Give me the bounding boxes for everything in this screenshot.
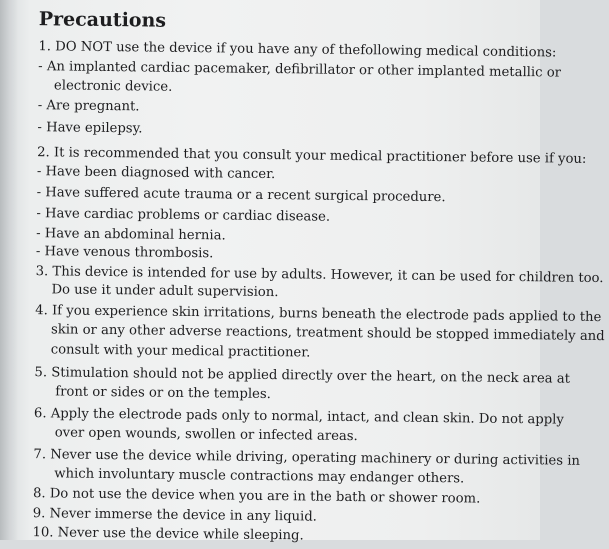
- text-line: consult with your medical practitioner.: [50, 342, 311, 361]
- left-paper-edge: [0, 0, 18, 540]
- text-line: - Have an abdominal hernia.: [36, 226, 226, 244]
- text-line: - Are pregnant.: [37, 98, 140, 115]
- precautions-sheet: [19, 2, 605, 546]
- text-line: 6. Apply the electrode pads only to normal, intact, and clean skin. Do not apply: [33, 406, 564, 428]
- text-line: - An implanted cardiac pacemaker, defibrillator or other implanted metallic or: [38, 59, 562, 81]
- text-line: 3. This device is intended for use by adults. However, it can be used for children too.: [35, 264, 604, 287]
- text-line: electronic device.: [53, 78, 173, 95]
- text-line: - Have cardiac problems or cardiac disease.: [36, 206, 331, 225]
- text-line: - Have been diagnosed with cancer.: [36, 164, 276, 183]
- text-line: skin or any other adverse reactions, treatment should be stopped immediately and: [50, 322, 605, 345]
- text-line: - Have venous thrombosis.: [35, 244, 214, 262]
- text-line: 2. It is recommended that you consult your medical practitioner before use if you:: [37, 145, 587, 167]
- text-line: - Have suffered acute trauma or a recent surgical procedure.: [36, 185, 446, 206]
- text-line: 5. Stimulation should not be applied directly over the heart, on the neck area at: [34, 365, 571, 387]
- text-line: which involuntary muscle contractions may endanger others.: [54, 466, 465, 487]
- text-line: 9. Never immerse the device in any liquid.: [32, 506, 318, 525]
- text-line: Do use it under adult supervision.: [51, 282, 279, 301]
- text-line: 8. Do not use the device when you are in the bath or shower room.: [32, 486, 481, 507]
- text-line: - Have epilepsy.: [37, 120, 143, 137]
- text-line: 1. DO NOT use the device if you have any of thefollowing medical conditions:: [38, 39, 557, 61]
- text-line: front or sides or on the temples.: [55, 384, 271, 403]
- text-line: 7. Never use the device while driving, operating machinery or during activities in: [33, 447, 581, 469]
- text-line: over open wounds, swollen or infected areas.: [54, 425, 358, 445]
- text-line: 4. If you experience skin irritations, burns beneath the electrode pads applied to the: [35, 303, 602, 326]
- text-line: 10. Never use the device while sleeping.: [32, 525, 304, 544]
- page-title: Precautions: [38, 8, 167, 32]
